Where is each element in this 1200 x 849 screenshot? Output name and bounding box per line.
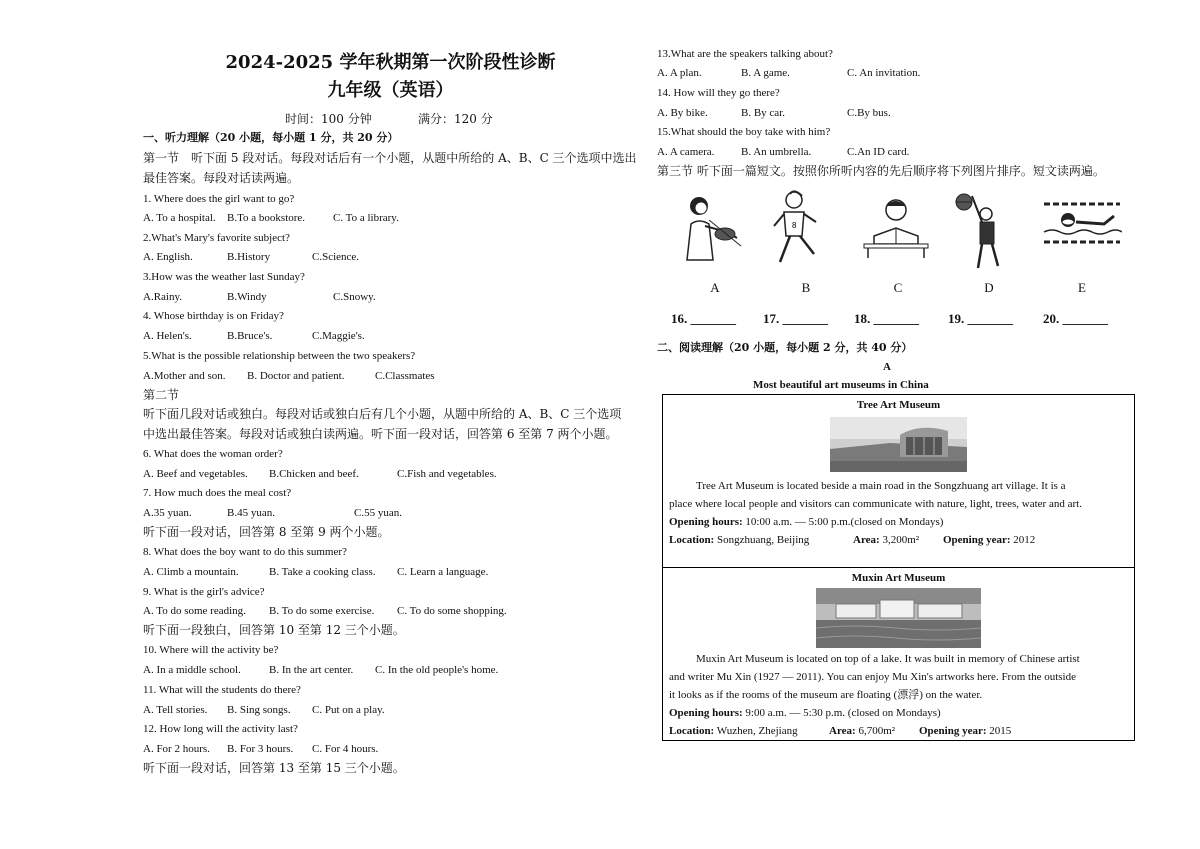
table-divider <box>663 567 1134 568</box>
picture-label-b: B <box>801 280 811 295</box>
q5-option-a: A.Mother and son. <box>143 370 226 382</box>
q14-option-b: B. By car. <box>741 107 785 119</box>
q15-option-c: C.An ID card. <box>847 146 910 158</box>
picture-b-running-boy <box>770 188 830 270</box>
q9-option-b: B. To do some exercise. <box>269 605 375 617</box>
picture-a-violin-girl <box>675 190 745 270</box>
q2-option-a: A. English. <box>143 251 193 263</box>
q11-option-c: C. Put on a play. <box>312 704 385 716</box>
q6-option-b: B.Chicken and beef. <box>269 468 359 480</box>
q4-option-a: A. Helen's. <box>143 330 192 342</box>
museum2-year-label: Opening year: <box>919 725 987 737</box>
museum2-photo <box>816 588 981 648</box>
part2-heading: 二、阅读理解（20 小题，每小题 2 分，共 40 分） <box>657 341 913 354</box>
q14-option-a: A. By bike. <box>657 107 708 119</box>
museum1-location: Songzhuang, Beijing <box>716 534 810 546</box>
picture-label-e: E <box>1078 280 1086 295</box>
museum1-name: Tree Art Museum <box>856 399 941 411</box>
q7-option-c: C.55 yuan. <box>354 507 402 519</box>
museum1-area: 3,200m² <box>882 534 920 546</box>
q3-text: 3.How was the weather last Sunday? <box>143 271 305 283</box>
museum2-desc-3: it looks as if the rooms of the museum are floating (漂浮) on the water. <box>669 689 983 701</box>
q15-option-b: B. An umbrella. <box>741 146 812 158</box>
q14-option-c: C.By bus. <box>847 107 891 119</box>
museum2-desc-2: and writer Mu Xin (1927 — 2011). You can enjoy Mu Xin's artworks here. From the outside <box>669 671 1076 683</box>
picture-e-swimmer <box>1042 198 1122 248</box>
q1-option-a: A. To a hospital. <box>143 212 216 224</box>
q11-option-b: B. Sing songs. <box>227 704 291 716</box>
sec2-instruction-2: 中选出最佳答案。每段对话或独白读两遍。听下面一段对话，回答第 6 至第 7 两个小题。 <box>143 427 618 441</box>
answer-blank-19[interactable]: 19. _______ <box>948 311 1013 326</box>
answer-blank-17[interactable]: 17. _______ <box>763 311 828 326</box>
q3-option-b: B.Windy <box>227 291 267 303</box>
q10-text: 10. Where will the activity be? <box>143 644 279 656</box>
picture-c-reading-boy <box>860 194 932 260</box>
q2-text: 2.What's Mary's favorite subject? <box>143 232 290 244</box>
q9-option-a: A. To do some reading. <box>143 605 246 617</box>
q3-option-c: C.Snowy. <box>333 291 376 303</box>
sec3-instruction: 第三节 听下面一篇短文。按照你所听内容的先后顺序将下列图片排序。短文读两遍。 <box>657 164 1105 178</box>
museum1-desc-2: place where local people and visitors can communicate with nature, light, trees, water and art. <box>669 498 1082 510</box>
q15-option-a: A. A camera. <box>657 146 715 158</box>
museum2-area: 6,700m² <box>858 725 896 737</box>
q15-text: 15.What should the boy take with him? <box>657 126 831 138</box>
q6-text: 6. What does the woman order? <box>143 448 283 460</box>
q8-option-c: C. Learn a language. <box>397 566 489 578</box>
inst-q8-q9: 听下面一段对话，回答第 8 至第 9 两个小题。 <box>143 525 390 539</box>
q10-option-b: B. In the art center. <box>269 664 354 676</box>
q12-text: 12. How long will the activity last? <box>143 723 298 735</box>
q11-option-a: A. Tell stories. <box>143 704 208 716</box>
q1-option-c: C. To a library. <box>333 212 399 224</box>
q8-text: 8. What does the boy want to do this summer? <box>143 546 347 558</box>
q5-text: 5.What is the possible relationship between the two speakers? <box>143 350 416 362</box>
q13-option-c: C. An invitation. <box>847 67 921 79</box>
q14-text: 14. How will they go there? <box>657 87 780 99</box>
inst-q13-q15: 听下面一段对话，回答第 13 至第 15 三个小题。 <box>143 761 405 775</box>
q10-option-c: C. In the old people's home. <box>375 664 499 676</box>
museum1-year: 2012 <box>1013 534 1036 546</box>
museum2-hours-label: Opening hours: <box>669 707 743 719</box>
sec2-instruction-1: 听下面几段对话或独白。每段对话或独白后有几个小题，从题中所给的 A、B、C 三个选项 <box>143 407 622 421</box>
q7-text: 7. How much does the meal cost? <box>143 487 292 499</box>
q6-option-c: C.Fish and vegetables. <box>397 468 497 480</box>
q9-option-c: C. To do some shopping. <box>397 605 507 617</box>
museum1-photo <box>830 417 967 472</box>
museum1-area-label: Area: <box>853 534 880 546</box>
q2-option-b: B.History <box>227 251 271 263</box>
q7-option-b: B.45 yuan. <box>227 507 275 519</box>
museum1-location-label: Location: <box>669 534 715 546</box>
q7-option-a: A.35 yuan. <box>143 507 192 519</box>
left-column <box>143 0 638 849</box>
sec1-instruction-2: 最佳答案。每段对话读两遍。 <box>143 171 300 185</box>
q8-option-a: A. Climb a mountain. <box>143 566 239 578</box>
picture-label-c: C <box>893 280 903 295</box>
picture-label-d: D <box>984 280 994 295</box>
q5-option-b: B. Doctor and patient. <box>247 370 345 382</box>
exam-time: 时间：100 分钟 <box>285 112 372 126</box>
museum1-hours: 10:00 a.m. — 5:00 p.m.(closed on Mondays) <box>745 516 944 528</box>
museum-table <box>662 394 1135 741</box>
passage-title: Most beautiful art museums in China <box>753 379 929 391</box>
inst-q10-q12: 听下面一段独白，回答第 10 至第 12 三个小题。 <box>143 623 405 637</box>
answer-blank-16[interactable]: 16. _______ <box>671 311 736 326</box>
picture-label-a: A <box>710 280 720 295</box>
q12-option-a: A. For 2 hours. <box>143 743 210 755</box>
museum2-year: 2015 <box>989 725 1012 737</box>
museum1-year-label: Opening year: <box>943 534 1011 546</box>
answer-blank-20[interactable]: 20. _______ <box>1043 311 1108 326</box>
museum2-name: Muxin Art Museum <box>851 572 946 584</box>
museum2-desc-1: Muxin Art Museum is located on top of a lake. It was built in memory of Chinese artist <box>696 653 1080 665</box>
q4-text: 4. Whose birthday is on Friday? <box>143 310 284 322</box>
q13-text: 13.What are the speakers talking about? <box>657 48 833 60</box>
museum2-area-label: Area: <box>829 725 856 737</box>
museum1-desc-1: Tree Art Museum is located beside a main road in the Songzhuang art village. It is a <box>696 480 1066 492</box>
exam-title: 2024-2025 学年秋期第一次阶段性诊断 <box>225 52 556 73</box>
q2-option-c: C.Science. <box>312 251 360 263</box>
q1-option-b: B.To a bookstore. <box>227 212 306 224</box>
part1-heading: 一、听力理解（20 小题，每小题 1 分，共 20 分） <box>143 131 399 144</box>
q8-option-b: B. Take a cooking class. <box>269 566 376 578</box>
svg-text:8: 8 <box>792 221 797 230</box>
museum2-location: Wuzhen, Zhejiang <box>716 725 798 737</box>
q9-text: 9. What is the girl's advice? <box>143 586 265 598</box>
q6-option-a: A. Beef and vegetables. <box>143 468 248 480</box>
q11-text: 11. What will the students do there? <box>143 684 301 696</box>
q13-option-a: A. A plan. <box>657 67 702 79</box>
sec2-heading: 第二节 <box>143 388 180 402</box>
q10-option-a: A. In a middle school. <box>143 664 241 676</box>
sec1-instruction-1: 第一节 听下面 5 段对话。每段对话后有一个小题，从题中所给的 A、B、C 三个选项中选出 <box>143 151 637 165</box>
exam-score: 满分：120 分 <box>418 112 493 126</box>
q4-option-c: C.Maggie's. <box>312 330 365 342</box>
museum2-location-label: Location: <box>669 725 715 737</box>
q4-option-b: B.Bruce's. <box>227 330 273 342</box>
exam-subtitle: 九年级（英语） <box>327 80 454 101</box>
museum1-hours-label: Opening hours: <box>669 516 743 528</box>
q12-option-b: B. For 3 hours. <box>227 743 294 755</box>
q3-option-a: A.Rainy. <box>143 291 183 303</box>
answer-blank-18[interactable]: 18. _______ <box>854 311 919 326</box>
museum2-hours: 9:00 a.m. — 5:30 p.m. (closed on Mondays) <box>745 707 941 719</box>
q13-option-b: B. A game. <box>741 67 790 79</box>
picture-d-basketball-player <box>952 186 1012 274</box>
q1-text: 1. Where does the girl want to go? <box>143 193 295 205</box>
q12-option-c: C. For 4 hours. <box>312 743 379 755</box>
passage-letter: A <box>883 361 891 373</box>
q5-option-c: C.Classmates <box>375 370 435 382</box>
